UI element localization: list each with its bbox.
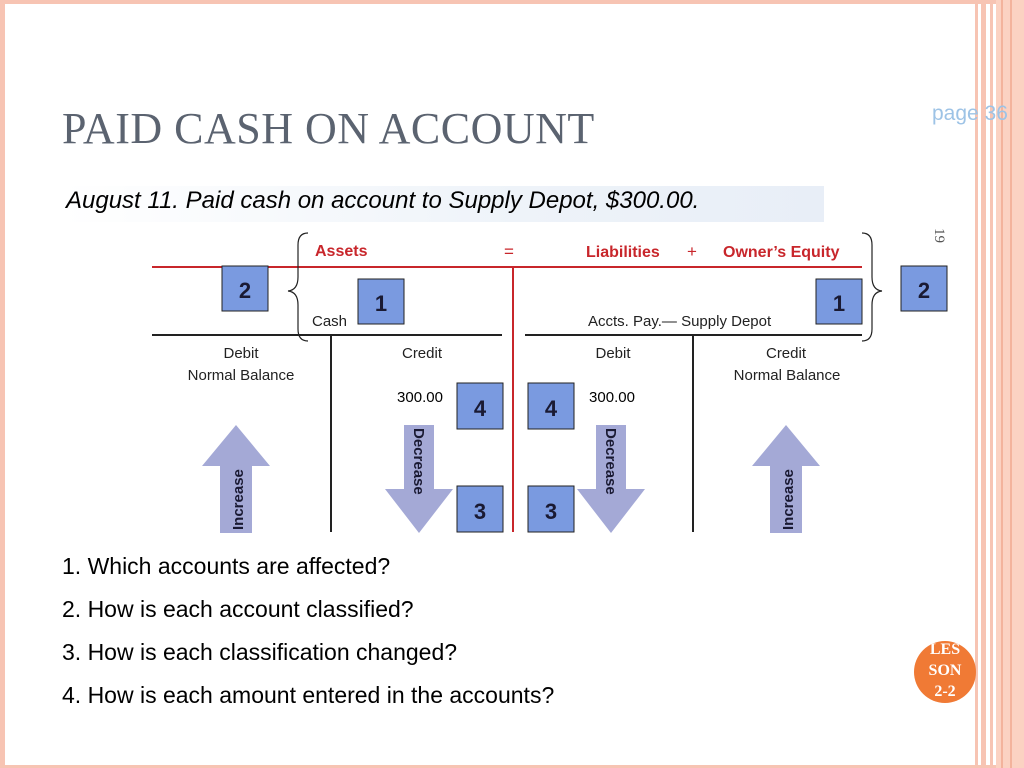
liabilities-label: Liabilities	[586, 244, 660, 261]
equals-sign: =	[504, 242, 514, 261]
accounts-payable-name: Accts. Pay.— Supply Depot	[588, 313, 772, 330]
question-item: 4. How is each amount entered in the accounts?	[62, 682, 555, 708]
transaction-description: August 11. Paid cash on account to Supply Depot, $300.00.	[66, 187, 700, 214]
lesson-badge-line3: 2-2	[934, 683, 956, 700]
cash-credit-amount: 300.00	[397, 389, 443, 406]
subtitle-band	[62, 186, 824, 222]
assets-label: Assets	[315, 243, 368, 260]
payable-debit-amount: 300.00	[589, 389, 635, 406]
cash-debit-label: Debit	[223, 345, 259, 362]
plus-sign: +	[687, 242, 697, 261]
cash-debit-normal-label: Normal Balance	[187, 367, 295, 384]
svg-text:2: 2	[238, 278, 252, 303]
slide-title: PAID CASH ON ACCOUNT	[62, 104, 595, 153]
cash-credit-label: Credit	[401, 345, 443, 362]
equity-label: Owner’s Equity	[723, 244, 840, 261]
t-account-diagram	[140, 225, 890, 540]
question-item: 1. Which accounts are affected?	[62, 553, 391, 579]
step-box-1-left	[358, 279, 404, 324]
svg-text:4: 4	[544, 396, 558, 421]
slide-frame-left	[0, 0, 5, 768]
svg-text:1: 1	[832, 291, 846, 316]
step-box-2-far-right-label: 2	[917, 278, 931, 303]
step-box-3-right	[528, 486, 574, 532]
slide-frame-top	[0, 0, 1024, 4]
question-item: 3. How is each classification changed?	[62, 639, 458, 665]
payable-decrease-label: Decrease	[602, 428, 619, 495]
step-box-4-left	[457, 383, 503, 429]
step-box-2-left	[222, 266, 268, 311]
step-box-2-far-right	[900, 265, 948, 313]
cash-account-name: Cash	[312, 313, 348, 330]
svg-text:1: 1	[374, 291, 388, 316]
step-box-3-left	[457, 486, 503, 532]
cash-decrease-label: Decrease	[410, 428, 427, 495]
svg-text:3: 3	[544, 499, 558, 524]
payable-credit-normal-label: Normal Balance	[733, 367, 841, 384]
cash-increase-label: Increase	[230, 469, 247, 530]
page-reference: page 36	[932, 102, 1008, 125]
slide-number: 19	[931, 228, 947, 243]
payable-increase-label: Increase	[780, 469, 797, 530]
svg-text:4: 4	[473, 396, 487, 421]
right-brace	[862, 233, 882, 341]
question-list	[62, 548, 554, 720]
left-brace	[288, 233, 308, 341]
step-box-4-right	[528, 383, 574, 429]
payable-debit-label: Debit	[595, 345, 631, 362]
lesson-badge	[914, 641, 976, 703]
step-box-1-right	[816, 279, 862, 324]
question-item: 2. How is each account classified?	[62, 596, 414, 622]
lesson-badge-line1: LES	[929, 641, 961, 658]
payable-credit-label: Credit	[765, 345, 807, 362]
svg-text:3: 3	[473, 499, 487, 524]
lesson-badge-line2: SON	[928, 662, 962, 679]
